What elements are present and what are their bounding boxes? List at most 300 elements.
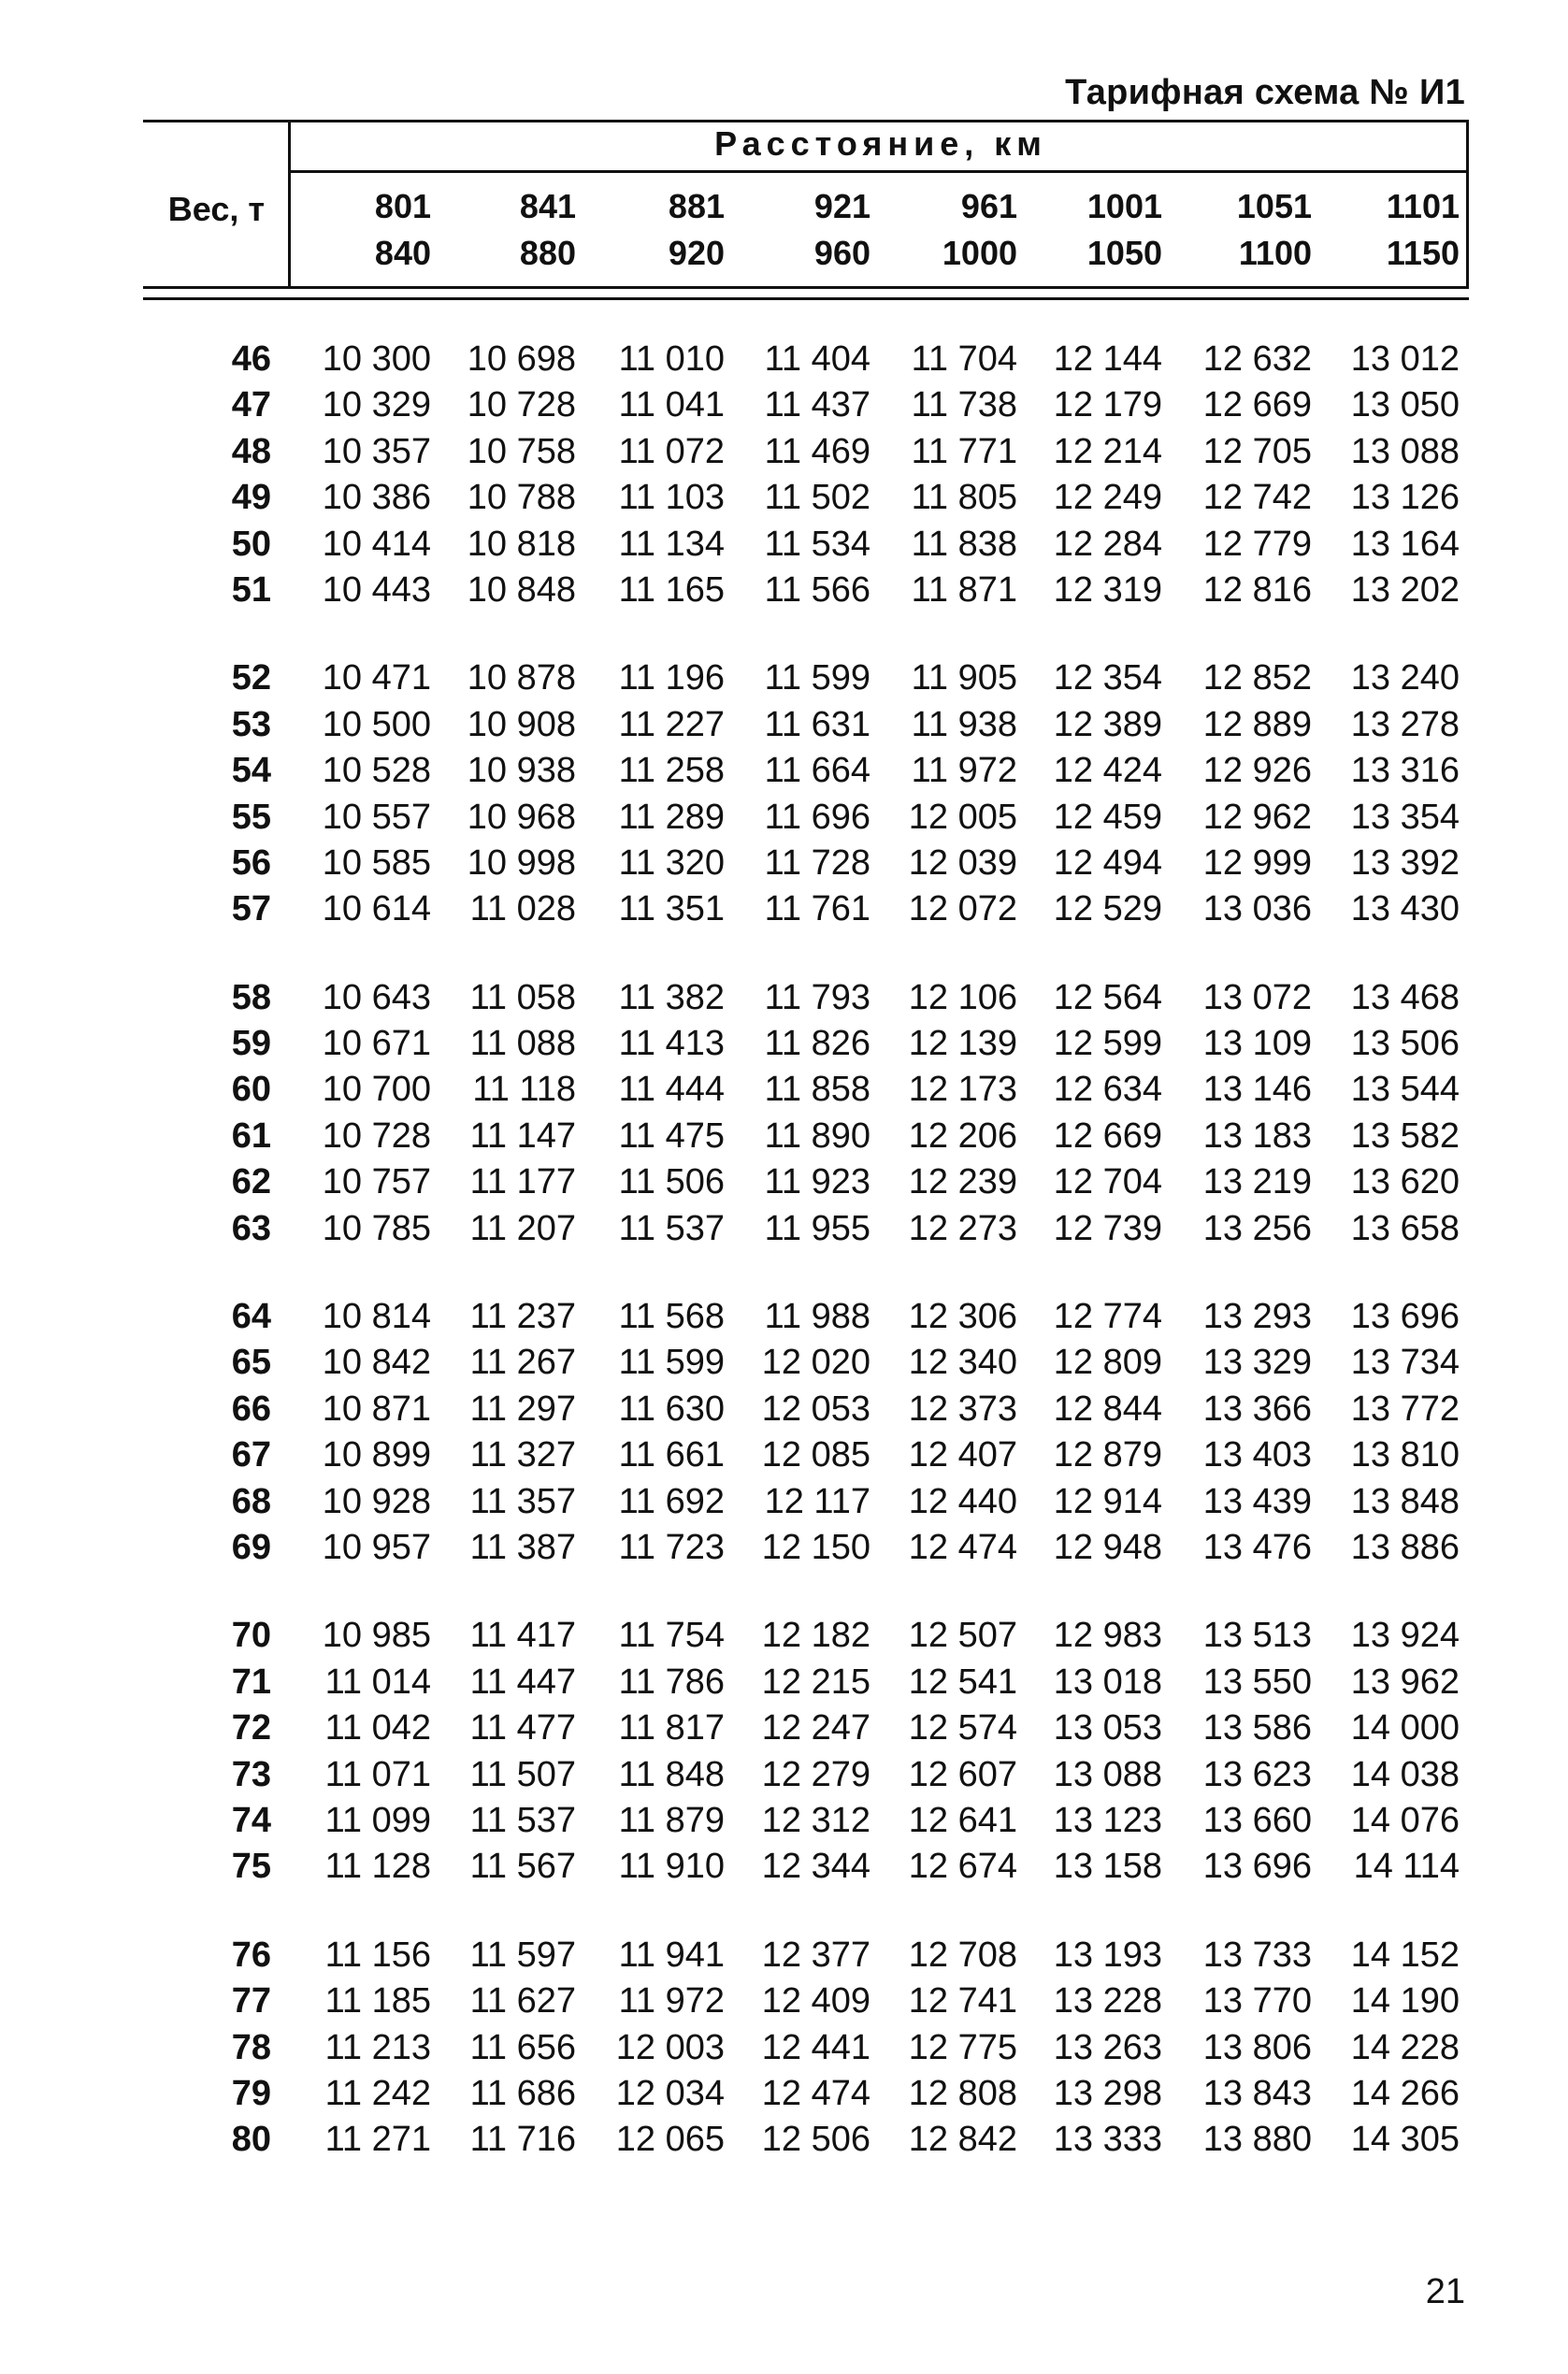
table-row: [143, 1933, 1469, 1978]
tariff-cell: 11 088: [469, 1024, 576, 1064]
tariff-cell: 10 998: [467, 842, 576, 883]
tariff-cell: 13 439: [1202, 1481, 1312, 1521]
tariff-cell: 12 474: [761, 2073, 870, 2113]
tariff-cell: 11 469: [764, 431, 870, 471]
table-row: [143, 1844, 1469, 1890]
weight-cell: 68: [231, 1481, 271, 1521]
tariff-cell: 11 028: [469, 889, 576, 929]
weight-cell: 48: [231, 431, 271, 471]
tariff-cell: 13 513: [1202, 1616, 1312, 1656]
tariff-cell: 13 158: [1053, 1847, 1162, 1887]
tariff-cell: 12 306: [908, 1297, 1017, 1337]
tariff-cell: 11 656: [469, 2027, 576, 2067]
tariff-cell: 12 247: [761, 1708, 870, 1748]
tariff-cell: 12 926: [1202, 751, 1312, 791]
tariff-cell: 12 541: [908, 1662, 1017, 1702]
tariff-cell: 10 357: [322, 431, 431, 471]
tariff-cell: 11 627: [469, 1981, 576, 2021]
tariff-cell: 13 924: [1350, 1616, 1460, 1656]
table-row: [143, 655, 1469, 701]
table-row: [143, 975, 1469, 1021]
table-row: [143, 1206, 1469, 1252]
tariff-cell: 11 357: [469, 1481, 576, 1521]
tariff-cell: 11 817: [618, 1708, 725, 1748]
tariff-cell: 13 293: [1202, 1297, 1312, 1337]
tariff-cell: 14 266: [1350, 2073, 1460, 2113]
tariff-cell: 10 968: [467, 797, 576, 837]
tariff-cell: 13 476: [1202, 1527, 1312, 1567]
tariff-cell: 14 190: [1350, 1981, 1460, 2021]
tariff-cell: 12 034: [615, 2073, 725, 2113]
header-bottom-rule-2: [143, 297, 1469, 300]
tariff-cell: 10 585: [322, 842, 431, 883]
tariff-cell: 11 630: [618, 1388, 725, 1429]
weight-cell: 74: [231, 1800, 271, 1840]
weight-cell: 66: [231, 1388, 271, 1429]
weight-cell: 59: [231, 1024, 271, 1064]
tariff-cell: 12 889: [1202, 704, 1312, 744]
tariff-cell: 13 219: [1202, 1162, 1312, 1202]
distance-underline: [288, 170, 1469, 173]
tariff-cell: 13 053: [1053, 1708, 1162, 1748]
tariff-cell: 12 564: [1053, 977, 1162, 1017]
tariff-cell: 10 300: [322, 339, 431, 379]
tariff-cell: 11 568: [618, 1297, 725, 1337]
tariff-cell: 11 761: [764, 889, 870, 929]
tariff-cell: 12 983: [1053, 1616, 1162, 1656]
table-row: [143, 1387, 1469, 1432]
tariff-cell: 13 550: [1202, 1662, 1312, 1702]
table-row: [143, 748, 1469, 794]
tariff-cell: 10 414: [322, 524, 431, 564]
weight-column-header: Вес, т: [167, 190, 265, 228]
table-row: [143, 429, 1469, 475]
tariff-cell: 11 826: [764, 1024, 870, 1064]
tariff-cell: 10 643: [322, 977, 431, 1017]
tariff-cell: 13 072: [1202, 977, 1312, 1017]
table-row: [143, 1479, 1469, 1525]
tariff-cell: 11 207: [469, 1208, 576, 1248]
table-row: [143, 841, 1469, 886]
tariff-cell: 13 126: [1350, 478, 1460, 518]
table-row: [143, 1660, 1469, 1705]
tariff-cell: 11 661: [618, 1435, 725, 1475]
tariff-cell: 13 734: [1350, 1343, 1460, 1383]
tariff-cell: 13 256: [1202, 1208, 1312, 1248]
tariff-cell: 12 641: [908, 1800, 1017, 1840]
tariff-cell: 10 557: [322, 797, 431, 837]
weight-cell: 57: [231, 889, 271, 929]
tariff-cell: 13 848: [1350, 1481, 1460, 1521]
table-row: [143, 1613, 1469, 1659]
tariff-cell: 12 215: [761, 1662, 870, 1702]
row-group: [143, 1933, 1469, 2164]
tariff-cell: 11 871: [911, 569, 1017, 610]
tariff-cell: 13 403: [1202, 1435, 1312, 1475]
weight-cell: 60: [231, 1070, 271, 1110]
weight-cell: 65: [231, 1343, 271, 1383]
tariff-cell: 12 742: [1202, 478, 1312, 518]
range-from-1: 841: [519, 187, 576, 225]
tariff-cell: 12 459: [1053, 797, 1162, 837]
tariff-cell: 11 754: [618, 1616, 725, 1656]
tariff-cell: 13 088: [1053, 1754, 1162, 1794]
tariff-cell: 14 305: [1350, 2120, 1460, 2160]
tariff-cell: 12 474: [908, 1527, 1017, 1567]
tariff-cell: 11 475: [618, 1115, 725, 1156]
tariff-cell: 11 988: [764, 1297, 870, 1337]
table-row: [143, 2025, 1469, 2071]
table-row: [143, 1525, 1469, 1571]
tariff-cell: 13 018: [1053, 1662, 1162, 1702]
range-from-4: 961: [960, 187, 1017, 225]
range-from-5: 1001: [1086, 187, 1162, 225]
tariff-cell: 14 114: [1353, 1847, 1460, 1887]
tariff-cell: 11 417: [469, 1616, 576, 1656]
tariff-cell: 11 351: [618, 889, 725, 929]
weight-cell: 53: [231, 704, 271, 744]
tariff-cell: 13 843: [1202, 2073, 1312, 2113]
tariff-cell: 11 599: [764, 658, 870, 698]
row-group: [143, 1294, 1469, 1571]
tariff-cell: 11 941: [618, 1935, 725, 1975]
tariff-cell: 11 537: [618, 1208, 725, 1248]
tariff-cell: 12 775: [908, 2027, 1017, 2067]
tariff-cell: 12 632: [1202, 339, 1312, 379]
tariff-cell: 12 962: [1202, 797, 1312, 837]
tariff-cell: 10 938: [467, 751, 576, 791]
weight-cell: 64: [231, 1297, 271, 1337]
tariff-cell: 11 042: [324, 1708, 431, 1748]
tariff-cell: 11 696: [764, 797, 870, 837]
tariff-cell: 12 106: [908, 977, 1017, 1017]
tariff-cell: 11 103: [618, 478, 725, 518]
range-to-2: 920: [668, 234, 725, 272]
tariff-cell: 10 878: [467, 658, 576, 698]
range-to-5: 1050: [1086, 234, 1162, 272]
tariff-cell: 11 704: [911, 339, 1017, 379]
tariff-cell: 12 150: [761, 1527, 870, 1567]
weight-cell: 69: [231, 1527, 271, 1567]
tariff-cell: 10 899: [322, 1435, 431, 1475]
tariff-cell: 14 076: [1350, 1800, 1460, 1840]
tariff-cell: 11 786: [618, 1662, 725, 1702]
table-row: [143, 2071, 1469, 2117]
tariff-cell: 13 354: [1350, 797, 1460, 837]
table-row: [143, 1340, 1469, 1386]
tariff-cell: 11 165: [618, 569, 725, 610]
tariff-cell: 11 156: [324, 1935, 431, 1975]
tariff-cell: 12 005: [908, 797, 1017, 837]
table-row: [143, 1705, 1469, 1751]
tariff-cell: 12 354: [1053, 658, 1162, 698]
tariff-cell: 12 173: [908, 1070, 1017, 1110]
tariff-cell: 11 413: [618, 1024, 725, 1064]
table-row: [143, 1978, 1469, 2024]
tariff-cell: 12 741: [908, 1981, 1017, 2021]
tariff-cell: 13 036: [1202, 889, 1312, 929]
row-group: [143, 1613, 1469, 1890]
table-row: [143, 522, 1469, 568]
tariff-cell: 13 544: [1350, 1070, 1460, 1110]
tariff-cell: 12 039: [908, 842, 1017, 883]
table-header: [143, 120, 1469, 303]
tariff-cell: 13 193: [1053, 1935, 1162, 1975]
tariff-cell: 13 333: [1053, 2120, 1162, 2160]
tariff-cell: 11 692: [618, 1481, 725, 1521]
tariff-cell: 12 669: [1202, 385, 1312, 425]
tariff-cell: 12 139: [908, 1024, 1017, 1064]
table-row: [143, 1752, 1469, 1798]
tariff-cell: 12 373: [908, 1388, 1017, 1429]
tariff-cell: 11 938: [911, 704, 1017, 744]
table-row: [143, 1021, 1469, 1067]
table-row: [143, 337, 1469, 382]
weight-cell: 63: [231, 1208, 271, 1248]
table-row: [143, 382, 1469, 428]
tariff-cell: 13 770: [1202, 1981, 1312, 2021]
weight-cell: 52: [231, 658, 271, 698]
tariff-cell: 11 320: [618, 842, 725, 883]
tariff-cell: 12 708: [908, 1935, 1017, 1975]
tariff-cell: 11 738: [911, 385, 1017, 425]
table-row: [143, 1159, 1469, 1205]
tariff-cell: 12 312: [761, 1800, 870, 1840]
weight-cell: 75: [231, 1847, 271, 1887]
tariff-cell: 12 842: [908, 2120, 1017, 2160]
tariff-cell: 11 728: [764, 842, 870, 883]
tariff-cell: 13 164: [1350, 524, 1460, 564]
tariff-cell: 10 785: [322, 1208, 431, 1248]
tariff-cell: 11 597: [469, 1935, 576, 1975]
tariff-cell: 10 848: [467, 569, 576, 610]
tariff-cell: 12 507: [908, 1616, 1017, 1656]
weight-cell: 77: [231, 1981, 271, 2021]
tariff-cell: 10 671: [322, 1024, 431, 1064]
tariff-cell: 14 000: [1350, 1708, 1460, 1748]
tariff-cell: 12 389: [1053, 704, 1162, 744]
tariff-cell: 10 329: [322, 385, 431, 425]
tariff-cell: 11 664: [764, 751, 870, 791]
tariff-cell: 13 886: [1350, 1527, 1460, 1567]
tariff-cell: 12 607: [908, 1754, 1017, 1794]
tariff-cell: 12 249: [1053, 478, 1162, 518]
tariff-cell: 13 109: [1202, 1024, 1312, 1064]
tariff-cell: 13 240: [1350, 658, 1460, 698]
tariff-cell: 10 842: [322, 1343, 431, 1383]
tariff-cell: 13 810: [1350, 1435, 1460, 1475]
tariff-cell: 11 237: [469, 1297, 576, 1337]
tariff-cell: 12 879: [1053, 1435, 1162, 1475]
weight-cell: 73: [231, 1754, 271, 1794]
range-to-3: 960: [813, 234, 870, 272]
weight-cell: 62: [231, 1162, 271, 1202]
tariff-cell: 11 910: [618, 1847, 725, 1887]
tariff-cell: 13 696: [1350, 1297, 1460, 1337]
weight-cell: 79: [231, 2073, 271, 2113]
tariff-cell: 10 788: [467, 478, 576, 518]
tariff-cell: 12 182: [761, 1616, 870, 1656]
range-from-7: 1101: [1386, 187, 1460, 225]
tariff-cell: 11 267: [469, 1343, 576, 1383]
tariff-cell: 13 733: [1202, 1935, 1312, 1975]
weight-cell: 67: [231, 1435, 271, 1475]
tariff-cell: 14 038: [1350, 1754, 1460, 1794]
tariff-cell: 13 183: [1202, 1115, 1312, 1156]
weight-cell: 54: [231, 751, 271, 791]
tariff-cell: 10 928: [322, 1481, 431, 1521]
tariff-cell: 11 118: [472, 1070, 576, 1110]
tariff-cell: 12 574: [908, 1708, 1017, 1748]
tariff-cell: 12 377: [761, 1935, 870, 1975]
tariff-cell: 11 805: [911, 478, 1017, 518]
range-from-3: 921: [813, 187, 870, 225]
weight-cell: 61: [231, 1115, 271, 1156]
tariff-cell: 11 905: [911, 658, 1017, 698]
tariff-cell: 10 700: [322, 1070, 431, 1110]
tariff-cell: 11 955: [764, 1208, 870, 1248]
tariff-cell: 12 774: [1053, 1297, 1162, 1337]
tariff-cell: 12 440: [908, 1481, 1017, 1521]
weight-cell: 49: [231, 478, 271, 518]
tariff-cell: 11 923: [764, 1162, 870, 1202]
table-row: [143, 1798, 1469, 1844]
tariff-cell: 10 614: [322, 889, 431, 929]
tariff-cell: 13 582: [1350, 1115, 1460, 1156]
tariff-cell: 11 177: [469, 1162, 576, 1202]
tariff-cell: 13 012: [1350, 339, 1460, 379]
tariff-cell: 13 329: [1202, 1343, 1312, 1383]
tariff-cell: 12 117: [764, 1481, 870, 1521]
tariff-cell: 12 999: [1202, 842, 1312, 883]
tariff-cell: 12 506: [761, 2120, 870, 2160]
tariff-cell: 10 500: [322, 704, 431, 744]
tariff-cell: 13 660: [1202, 1800, 1312, 1840]
tariff-cell: 11 041: [618, 385, 725, 425]
table-row: [143, 702, 1469, 748]
tariff-cell: 11 382: [618, 977, 725, 1017]
tariff-cell: 13 366: [1202, 1388, 1312, 1429]
page-title: Тарифная схема № И1: [1065, 73, 1465, 112]
tariff-cell: 11 327: [469, 1435, 576, 1475]
tariff-cell: 11 838: [911, 524, 1017, 564]
tariff-cell: 13 278: [1350, 704, 1460, 744]
tariff-cell: 11 477: [469, 1708, 576, 1748]
tariff-cell: 13 123: [1053, 1800, 1162, 1840]
tariff-cell: 10 871: [322, 1388, 431, 1429]
tariff-cell: 12 273: [908, 1208, 1017, 1248]
tariff-cell: 12 844: [1053, 1388, 1162, 1429]
tariff-cell: 11 537: [469, 1800, 576, 1840]
weight-cell: 80: [231, 2120, 271, 2160]
tariff-cell: 13 146: [1202, 1070, 1312, 1110]
tariff-cell: 10 957: [322, 1527, 431, 1567]
tariff-cell: 13 430: [1350, 889, 1460, 929]
distance-column-header: Расстояние, км: [714, 124, 1047, 163]
range-from-0: 801: [374, 187, 431, 225]
tariff-cell: 12 852: [1202, 658, 1312, 698]
tariff-cell: 13 202: [1350, 569, 1460, 610]
tariff-cell: 11 227: [618, 704, 725, 744]
tariff-cell: 13 263: [1053, 2027, 1162, 2067]
range-to-1: 880: [519, 234, 576, 272]
tariff-cell: 11 134: [618, 524, 725, 564]
tariff-cell: 10 758: [467, 431, 576, 471]
tariff-cell: 11 258: [618, 751, 725, 791]
tariff-cell: 11 185: [324, 1981, 431, 2021]
tariff-cell: 12 948: [1053, 1527, 1162, 1567]
tariff-cell: 12 206: [908, 1115, 1017, 1156]
table-row: [143, 1067, 1469, 1113]
weight-cell: 58: [231, 977, 271, 1017]
weight-cell: 72: [231, 1708, 271, 1748]
row-group: [143, 655, 1469, 932]
tariff-cell: 11 506: [618, 1162, 725, 1202]
tariff-cell: 13 696: [1202, 1847, 1312, 1887]
weight-cell: 46: [231, 339, 271, 379]
tariff-cell: 10 698: [467, 339, 576, 379]
tariff-cell: 11 196: [618, 658, 725, 698]
tariff-cell: 12 279: [761, 1754, 870, 1794]
tariff-cell: 12 144: [1053, 339, 1162, 379]
weight-cell: 55: [231, 797, 271, 837]
tariff-cell: 11 289: [618, 797, 725, 837]
row-group: [143, 975, 1469, 1252]
tariff-cell: 13 586: [1202, 1708, 1312, 1748]
tariff-cell: 11 447: [469, 1662, 576, 1702]
tariff-cell: 13 623: [1202, 1754, 1312, 1794]
tariff-cell: 10 728: [322, 1115, 431, 1156]
tariff-cell: 12 284: [1053, 524, 1162, 564]
table-row: [143, 795, 1469, 841]
tariff-cell: 11 010: [618, 339, 725, 379]
tariff-cell: 12 319: [1053, 569, 1162, 610]
range-to-4: 1000: [942, 234, 1017, 272]
tariff-cell: 12 020: [761, 1343, 870, 1383]
tariff-cell: 10 908: [467, 704, 576, 744]
tariff-cell: 11 771: [911, 431, 1017, 471]
tariff-cell: 10 528: [322, 751, 431, 791]
tariff-cell: 10 818: [467, 524, 576, 564]
range-to-6: 1100: [1238, 234, 1312, 272]
tariff-cell: 12 669: [1053, 1115, 1162, 1156]
weight-cell: 76: [231, 1935, 271, 1975]
table-row: [143, 1432, 1469, 1478]
weight-cell: 71: [231, 1662, 271, 1702]
tariff-cell: 10 471: [322, 658, 431, 698]
tariff-cell: 10 386: [322, 478, 431, 518]
header-top-rule: [143, 120, 1469, 122]
tariff-cell: 11 848: [618, 1754, 725, 1794]
tariff-cell: 13 088: [1350, 431, 1460, 471]
tariff-cell: 13 050: [1350, 385, 1460, 425]
tariff-cell: 11 297: [469, 1388, 576, 1429]
tariff-cell: 12 809: [1053, 1343, 1162, 1383]
tariff-cell: 13 228: [1053, 1981, 1162, 2021]
tariff-cell: 12 424: [1053, 751, 1162, 791]
tariff-cell: 12 705: [1202, 431, 1312, 471]
tariff-cell: 12 816: [1202, 569, 1312, 610]
weight-cell: 50: [231, 524, 271, 564]
table-row: [143, 475, 1469, 521]
tariff-cell: 14 228: [1350, 2027, 1460, 2067]
tariff-cell: 12 779: [1202, 524, 1312, 564]
tariff-cell: 11 879: [618, 1800, 725, 1840]
tariff-cell: 12 494: [1053, 842, 1162, 883]
tariff-cell: 12 914: [1053, 1481, 1162, 1521]
row-group: [143, 337, 1469, 613]
tariff-cell: 13 392: [1350, 842, 1460, 883]
